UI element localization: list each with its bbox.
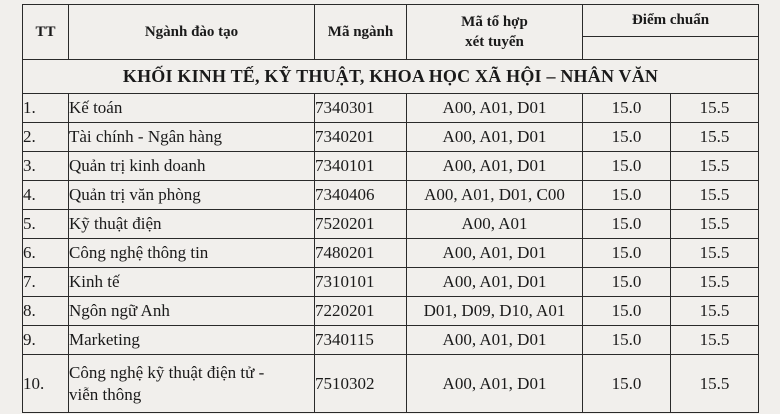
- row-number: 7.: [23, 268, 69, 297]
- program-name: [69, 355, 315, 413]
- header-tt: TT: [23, 5, 69, 60]
- table-row: [23, 239, 759, 268]
- program-name: Kế toán: [69, 94, 315, 123]
- program-code: 7340101: [315, 152, 407, 181]
- program-name: Công nghệ thông tin: [69, 239, 315, 268]
- benchmark-score-1: 15.0: [583, 355, 671, 413]
- subject-combination: A00, A01, D01: [407, 268, 583, 297]
- program-name: Quản trị kinh doanh: [69, 152, 315, 181]
- benchmark-score-1: 15.0: [583, 268, 671, 297]
- benchmark-score-2: 15.5: [671, 355, 759, 413]
- subject-combination: A00, A01, D01: [407, 94, 583, 123]
- benchmark-score-2: 15.5: [671, 268, 759, 297]
- program-name: Tài chính - Ngân hàng: [69, 123, 315, 152]
- program-code: 7340201: [315, 123, 407, 152]
- table-row: [23, 297, 759, 326]
- row-number: 2.: [23, 123, 69, 152]
- table-header-row: [23, 5, 759, 37]
- row-number: 1.: [23, 94, 69, 123]
- table-row: [23, 94, 759, 123]
- table-row: [23, 355, 759, 413]
- admission-score-table: [22, 4, 759, 413]
- benchmark-score-1: 15.0: [583, 94, 671, 123]
- row-number: 9.: [23, 326, 69, 355]
- subject-combination: A00, A01, D01, C00: [407, 181, 583, 210]
- subject-combination: A00, A01, D01: [407, 123, 583, 152]
- table-body: [23, 60, 759, 413]
- program-name: Marketing: [69, 326, 315, 355]
- benchmark-score-1: 15.0: [583, 239, 671, 268]
- program-name-line2: viễn thông: [69, 384, 142, 404]
- program-code: 7220201: [315, 297, 407, 326]
- program-code: 7340115: [315, 326, 407, 355]
- program-name: Kỹ thuật điện: [69, 210, 315, 239]
- row-number: 6.: [23, 239, 69, 268]
- benchmark-score-2: 15.5: [671, 326, 759, 355]
- benchmark-score-1: 15.0: [583, 123, 671, 152]
- row-number: 4.: [23, 181, 69, 210]
- table-row: [23, 268, 759, 297]
- row-number: 3.: [23, 152, 69, 181]
- benchmark-score-2: 15.5: [671, 152, 759, 181]
- subject-combination: A00, A01, D01: [407, 152, 583, 181]
- subject-combination: A00, A01, D01: [407, 239, 583, 268]
- benchmark-score-2: 15.5: [671, 181, 759, 210]
- benchmark-score-1: 15.0: [583, 181, 671, 210]
- table-row: [23, 123, 759, 152]
- program-code: 7510302: [315, 355, 407, 413]
- benchmark-score-2: 15.5: [671, 239, 759, 268]
- header-code: Mã ngành: [315, 5, 407, 60]
- program-name-line1: Công nghệ kỹ thuật điện tử -: [69, 362, 265, 382]
- table-row: [23, 181, 759, 210]
- program-code: 7520201: [315, 210, 407, 239]
- header-combo-line2: xét tuyển: [465, 34, 524, 50]
- program-name: Ngôn ngữ Anh: [69, 297, 315, 326]
- row-number: 5.: [23, 210, 69, 239]
- table-row: [23, 152, 759, 181]
- subject-combination: A00, A01: [407, 210, 583, 239]
- subject-combination: A00, A01, D01: [407, 326, 583, 355]
- benchmark-score-1: 15.0: [583, 152, 671, 181]
- row-number: 8.: [23, 297, 69, 326]
- benchmark-score-2: 15.5: [671, 94, 759, 123]
- program-code: 7340406: [315, 181, 407, 210]
- program-code: 7310101: [315, 268, 407, 297]
- benchmark-score-1: 15.0: [583, 210, 671, 239]
- section-title: KHỐI KINH TẾ, KỸ THUẬT, KHOA HỌC XÃ HỘI – NHÂN VĂN: [23, 60, 759, 94]
- program-name: Quản trị văn phòng: [69, 181, 315, 210]
- header-combo: [407, 5, 583, 60]
- row-number: 10.: [23, 355, 69, 413]
- table-row: [23, 326, 759, 355]
- benchmark-score-2: 15.5: [671, 210, 759, 239]
- header-program: Ngành đào tạo: [69, 5, 315, 60]
- header-score: Điểm chuẩn: [583, 5, 759, 37]
- subject-combination: D01, D09, D10, A01: [407, 297, 583, 326]
- program-code: 7340301: [315, 94, 407, 123]
- program-name: Kinh tế: [69, 268, 315, 297]
- benchmark-score-2: 15.5: [671, 297, 759, 326]
- section-row: [23, 60, 759, 94]
- header-score-spacer: [583, 37, 759, 60]
- benchmark-score-2: 15.5: [671, 123, 759, 152]
- benchmark-score-1: 15.0: [583, 326, 671, 355]
- subject-combination: A00, A01, D01: [407, 355, 583, 413]
- header-combo-line1: Mã tổ hợp: [461, 14, 528, 30]
- benchmark-score-1: 15.0: [583, 297, 671, 326]
- program-code: 7480201: [315, 239, 407, 268]
- table-row: [23, 210, 759, 239]
